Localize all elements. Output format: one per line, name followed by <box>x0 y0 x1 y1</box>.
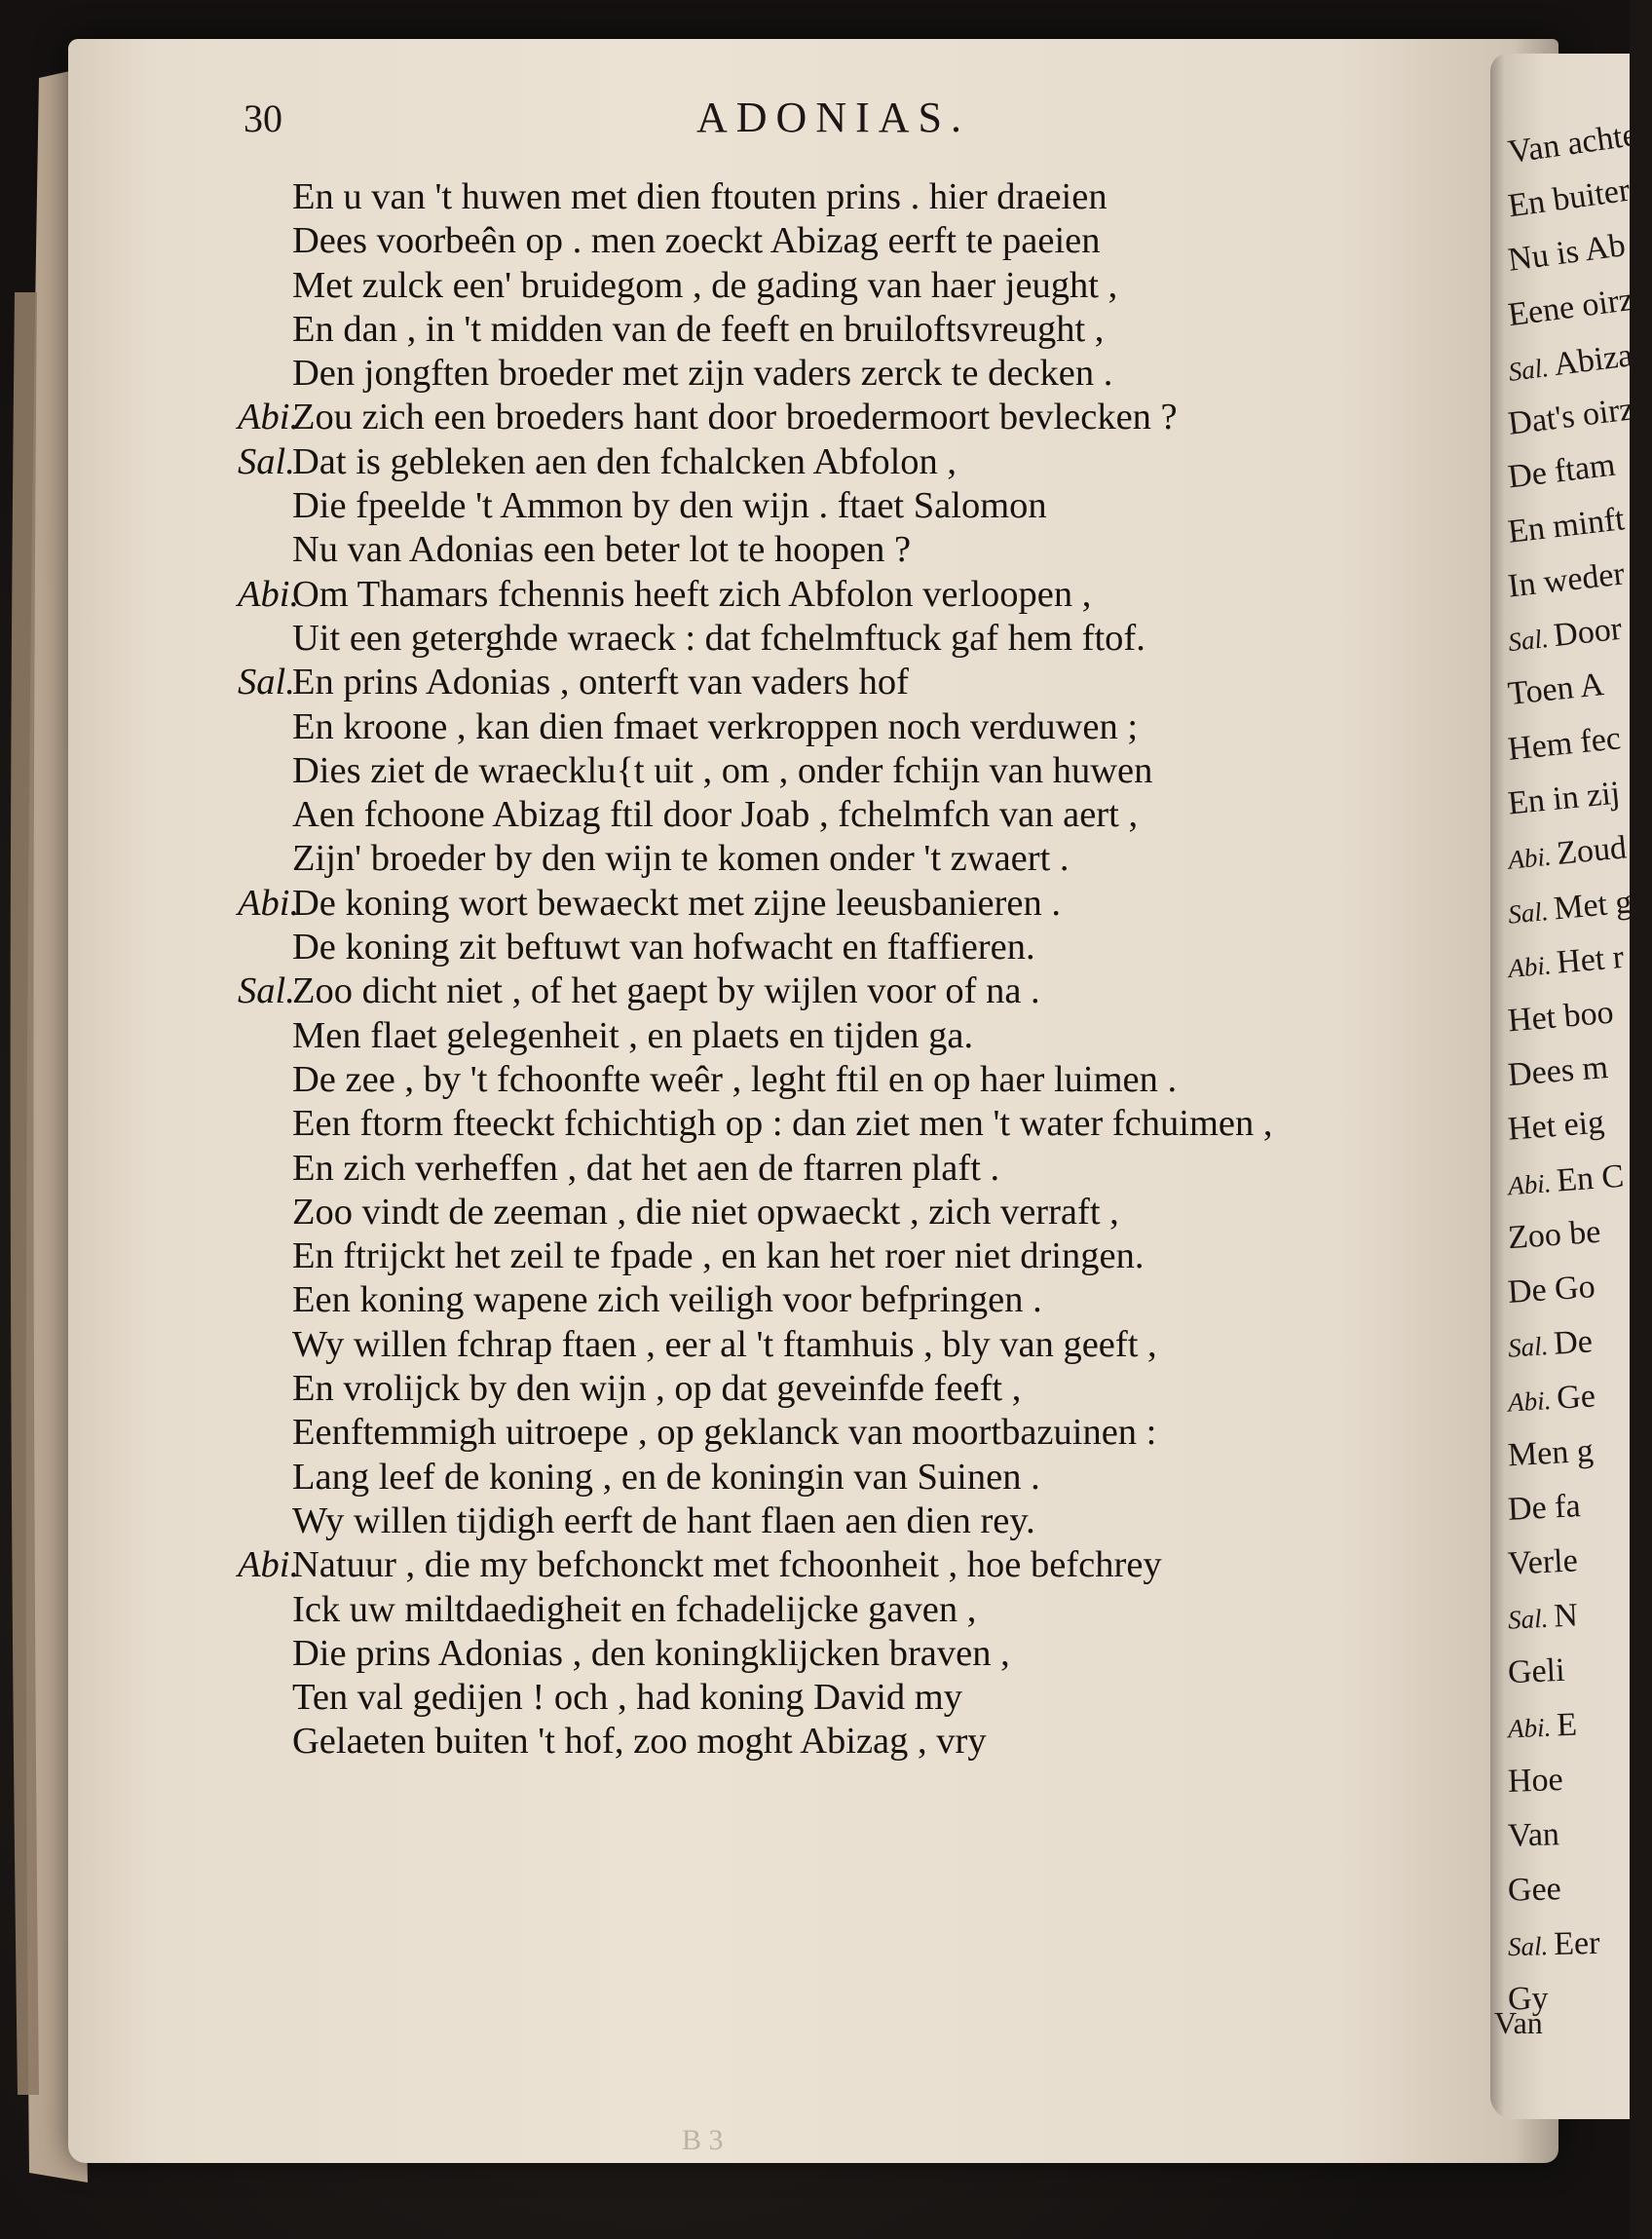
verse-line <box>238 1676 1514 1720</box>
verse-line <box>238 1411 1514 1455</box>
right-line-text: Gee <box>1507 1871 1562 1909</box>
right-speaker-label: Abi. <box>1507 1168 1553 1201</box>
verse-line <box>238 1014 1514 1058</box>
right-page-line <box>1507 1374 1596 1423</box>
right-line-text: N <box>1553 1597 1579 1635</box>
verse-line <box>238 1147 1514 1191</box>
verse-line <box>238 528 1514 572</box>
speaker-label: Abi. <box>238 882 300 924</box>
right-speaker-label: Sal. <box>1506 623 1551 658</box>
right-page-line <box>1506 278 1636 338</box>
page-number: 30 <box>244 96 282 140</box>
verse-text: Zoo vindt de zeeman , die niet opwaeckt , zich verraft , <box>292 1191 1119 1233</box>
right-line-text: Met g <box>1552 884 1633 928</box>
right-line-text: En buiter <box>1506 171 1633 225</box>
right-page-line <box>1507 1429 1595 1479</box>
right-page-line <box>1506 771 1622 826</box>
right-page-line <box>1506 1155 1625 1208</box>
verse-text: Uit een geterghde wraeck : dat fchelmftuck gaf hem ftof. <box>292 617 1145 659</box>
right-line-text: En C <box>1555 1157 1626 1199</box>
verse-text: Men flaet gelegenheit , en plaets en tijden ga. <box>292 1014 974 1056</box>
right-line-text: Door <box>1552 610 1624 655</box>
right-line-text: De Go <box>1506 1269 1596 1310</box>
right-page-line <box>1506 880 1633 935</box>
verse-line <box>238 1102 1514 1146</box>
verse-line <box>238 1499 1514 1543</box>
right-speaker-label: Abi. <box>1506 841 1553 875</box>
verse-text: Die fpeelde 't Ammon by den wijn . ftaet Salomon <box>292 485 1047 527</box>
right-page-line <box>1506 1100 1605 1152</box>
verse-text: En vrolijck by den wijn , op dat geveinfde feeft , <box>292 1368 1022 1410</box>
verse-text: De zee , by 't fchoonfte weêr , leght ftil en op haer luimen . <box>292 1058 1178 1100</box>
right-page-line <box>1505 169 1633 230</box>
right-page-line <box>1507 1319 1595 1369</box>
verse-line <box>238 219 1514 263</box>
verse-line <box>238 484 1514 528</box>
right-line-text: In weder <box>1506 555 1627 605</box>
right-page-line <box>1506 387 1636 446</box>
running-head <box>244 93 1490 142</box>
right-page-line <box>1507 1210 1602 1262</box>
right-speaker-label: Abi. <box>1507 950 1553 984</box>
verse-text: En zich verheffen , dat het aen de ftarren plaft . <box>292 1147 1000 1189</box>
verse-text: En prins Adonias , onterft van vaders hof <box>292 662 909 703</box>
verse-text: Dies ziet de wraecklu{t uit , om , onder fchijn van huwen <box>292 749 1153 791</box>
verse-text: Die prins Adonias , den koningklijcken braven , <box>292 1632 1010 1674</box>
right-page-line <box>1507 1921 1600 1968</box>
verse-line <box>238 1191 1514 1234</box>
right-line-text: Ge <box>1556 1378 1596 1417</box>
right-line-text: Eer <box>1553 1924 1600 1962</box>
verse-line <box>238 1543 1514 1587</box>
right-line-text: Abizag <box>1552 335 1652 384</box>
right-line-text: Dees m <box>1506 1048 1610 1094</box>
verse-text: En u van 't huwen met dien ftouten prins . hier draeien <box>292 176 1108 217</box>
right-page-line <box>1507 1703 1578 1751</box>
right-line-text: Toen A <box>1506 665 1606 713</box>
verse-line <box>238 1234 1514 1278</box>
right-page-line <box>1507 1649 1565 1695</box>
verse-line <box>238 837 1514 881</box>
verse-line <box>238 1058 1514 1102</box>
verse-text: En ftrijckt het zeil te fpade , en kan het roer niet dringen. <box>292 1235 1145 1277</box>
right-page-line <box>1507 1593 1579 1641</box>
right-page-line <box>1506 825 1629 881</box>
verse-line <box>238 1323 1514 1367</box>
verse-text: Dat is gebleken aen den fchalcken Abfolon , <box>292 440 957 482</box>
verse-line <box>238 264 1514 308</box>
verse-line <box>238 396 1514 439</box>
verse-text: Met zulck een' bruidegom , de gading van haer jeught , <box>292 264 1118 306</box>
right-line-text: Geli <box>1507 1651 1566 1691</box>
right-line-text: Hoe <box>1507 1762 1564 1800</box>
right-page-line <box>1506 443 1618 501</box>
right-line-text: Van <box>1507 1816 1560 1854</box>
right-line-text: De <box>1553 1323 1594 1362</box>
speaker-label: Abi. <box>238 573 300 615</box>
right-line-text: Zoud <box>1555 829 1629 872</box>
right-line-text: Eene oirz <box>1506 281 1636 334</box>
verse-line <box>238 617 1514 661</box>
verse-line <box>238 1367 1514 1411</box>
verse-text: En kroone , kan dien fmaet verkroppen noch verduwen ; <box>292 705 1139 747</box>
right-page-line <box>1506 716 1623 772</box>
verse-line <box>238 573 1514 617</box>
right-line-text: En minft <box>1506 501 1627 550</box>
verse-text: Ten val gedijen ! och , had koning David my <box>292 1677 962 1719</box>
verse-text: Wy willen tijdigh eerft de hant flaen aen dien rey. <box>292 1499 1035 1541</box>
verse-text: De koning wort bewaeckt met zijne leeusbanieren . <box>292 882 1061 924</box>
speaker-label: Sal. <box>238 440 295 482</box>
verse-text: Zoo dicht niet , of het gaept by wijlen voor of na . <box>292 970 1040 1012</box>
right-page-line <box>1507 1812 1559 1859</box>
verse-text: Nu van Adonias een beter lot te hoopen ? <box>292 529 912 571</box>
right-line-text: Hem fec <box>1506 720 1623 768</box>
right-line-text: Men g <box>1507 1432 1595 1474</box>
right-line-text: Nu is Ab <box>1506 227 1628 279</box>
verse-line <box>238 705 1514 749</box>
right-line-text: Het r <box>1555 938 1626 981</box>
right-line-text: Gy <box>1507 1980 1549 2018</box>
signature-mark: B 3 <box>682 2124 724 2156</box>
verse-line <box>238 440 1514 484</box>
right-line-text: Van achte <box>1506 116 1639 171</box>
verse-line <box>238 882 1514 926</box>
right-line-text: Zoo be <box>1506 1213 1602 1257</box>
verse-line <box>238 1588 1514 1632</box>
right-page-line <box>1506 991 1615 1044</box>
speaker-label: Abi. <box>238 1544 300 1586</box>
verse-line <box>238 175 1514 219</box>
verse-text: Natuur , die my befchonckt met fchoonheit , hoe befchrey <box>292 1544 1162 1586</box>
right-page-line <box>1506 935 1626 990</box>
verse-line <box>238 1632 1514 1676</box>
right-speaker-label: Sal. <box>1507 1331 1550 1363</box>
right-speaker-label: Sal. <box>1506 353 1551 387</box>
verse-text: Eenftemmigh uitroepe , op geklanck van moortbazuinen : <box>292 1412 1157 1454</box>
right-line-text: Het boo <box>1506 994 1615 1040</box>
verse-line <box>238 308 1514 352</box>
right-speaker-label: Abi. <box>1507 1385 1553 1418</box>
verse-line <box>238 1720 1514 1764</box>
verse-text: Aen fchoone Abizag ftil door Joab , fchelmfch van aert , <box>292 794 1139 836</box>
verse-line <box>238 926 1514 969</box>
verse-text: Om Thamars fchennis heeft zich Abfolon verloopen , <box>292 573 1092 615</box>
verse-line <box>238 969 1514 1013</box>
verse-line <box>238 352 1514 396</box>
right-page-line <box>1506 551 1627 609</box>
verse-text: De koning zit beftuwt van hofwacht en ftaffieren. <box>292 927 1035 968</box>
right-speaker-label: Abi. <box>1507 1712 1552 1744</box>
right-line-text: Verle <box>1507 1542 1579 1582</box>
right-page-line <box>1507 1538 1579 1586</box>
right-page-line <box>1506 1045 1609 1098</box>
right-page-line <box>1506 663 1606 717</box>
verse-text: Een ftorm fteeckt fchichtigh op : dan ziet men 't water fchuimen , <box>292 1103 1273 1145</box>
verse-text: Zou zich een broeders hant door broedermoort bevlecken ? <box>292 397 1178 438</box>
verse-text: Den jongften broeder met zijn vaders zerck te decken . <box>292 353 1113 395</box>
right-page-line <box>1507 1867 1561 1914</box>
right-line-text: De fa <box>1507 1488 1582 1528</box>
right-page-line <box>1507 1758 1563 1804</box>
right-line-text: Het eig <box>1506 1104 1606 1148</box>
verse-text: Zijn' broeder by den wijn te komen onder 't zwaert . <box>292 838 1070 880</box>
verse-line <box>238 793 1514 837</box>
right-speaker-label: Sal. <box>1507 1931 1549 1962</box>
catchword: Van <box>1494 2005 1543 2040</box>
right-line-text: De ftam <box>1506 446 1618 496</box>
right-page-line <box>1506 497 1627 554</box>
speaker-label: Abi. <box>238 397 300 438</box>
verse-text: Lang leef de koning , en de koningin van Suinen . <box>292 1456 1040 1498</box>
verse-line <box>238 749 1514 793</box>
right-line-text: Dat's oirz <box>1506 391 1636 442</box>
verse-text: Wy willen fchrap ftaen , eer al 't ftamhuis , bly van geeft , <box>292 1323 1157 1365</box>
right-speaker-label: Sal. <box>1506 896 1550 930</box>
right-page-line <box>1505 113 1639 175</box>
verse-text: Een koning wapene zich veiligh voor befpringen . <box>292 1279 1042 1321</box>
right-page-line <box>1507 1265 1597 1315</box>
verse-text: En dan , in 't midden van de feeft en bruiloftsvreught , <box>292 308 1105 350</box>
right-page-line <box>1507 1484 1582 1533</box>
verse-text: Ick uw miltdaedigheit en fchadelijcke gaven , <box>292 1588 977 1630</box>
right-page-line <box>1506 607 1624 664</box>
verse-line <box>238 1456 1514 1499</box>
right-speaker-label: Sal. <box>1507 1603 1549 1635</box>
right-page-line <box>1505 223 1628 284</box>
speaker-label: Sal. <box>238 970 295 1012</box>
speaker-label: Sal. <box>238 662 295 703</box>
verse-line <box>238 661 1514 704</box>
right-line-text: En in zij <box>1506 775 1622 822</box>
verse-text: Gelaeten buiten 't hof, zoo moght Abizag , vry <box>292 1721 987 1763</box>
right-line-text: E <box>1556 1706 1578 1744</box>
right-page-line <box>1506 331 1652 394</box>
running-title: ADONIAS. <box>696 94 970 141</box>
verse-line <box>238 1278 1514 1322</box>
verse-text-block <box>238 175 1514 1765</box>
verse-text: Dees voorbeên op . men zoeckt Abizag eerft te paeien <box>292 220 1101 262</box>
